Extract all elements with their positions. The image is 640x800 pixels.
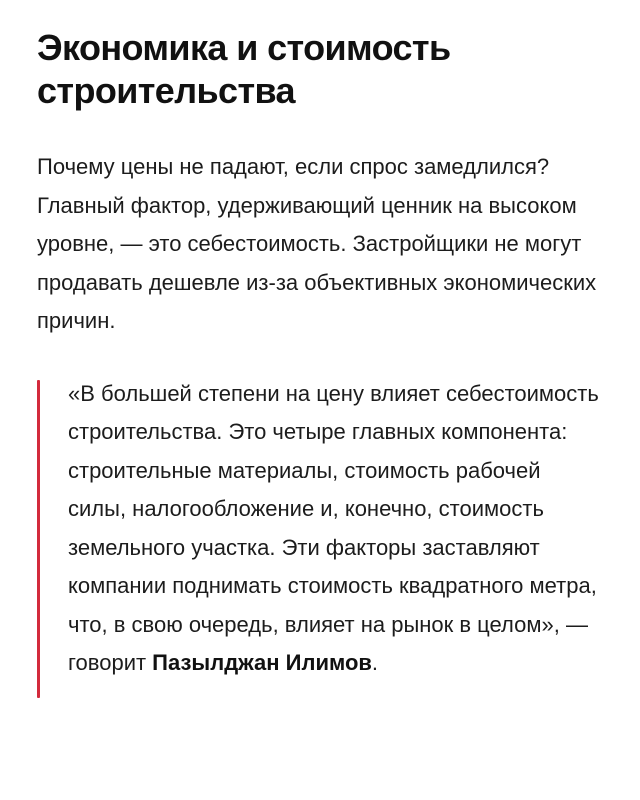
quote-text: «В большей степени на цену влияет себестоимость строительства. Это четыре главных компонента: строительные материалы, стоимость рабочей силы, налогообложение и, конечно, стоимость земельного участка. Эти факторы заставляют компании поднимать стоимость квадратного метра, что, в свою очередь, влияет на рынок в целом», — говорит [68, 380, 599, 675]
quote-end: . [371, 650, 379, 675]
quote-speaker: Пазылджан Илимов [152, 650, 372, 675]
quote-accent-bar [37, 380, 40, 698]
lead-paragraph: Почему цены не падают, если спрос замедлился? Главный фактор, удерживающий ценник на высоком уровне, — это себестоимость. Застройщики не могут продавать дешевле из-за объективных экономических причин. [37, 154, 597, 333]
pull-quote [37, 375, 602, 683]
article-title: Экономика и стоимость строительства [37, 27, 451, 111]
